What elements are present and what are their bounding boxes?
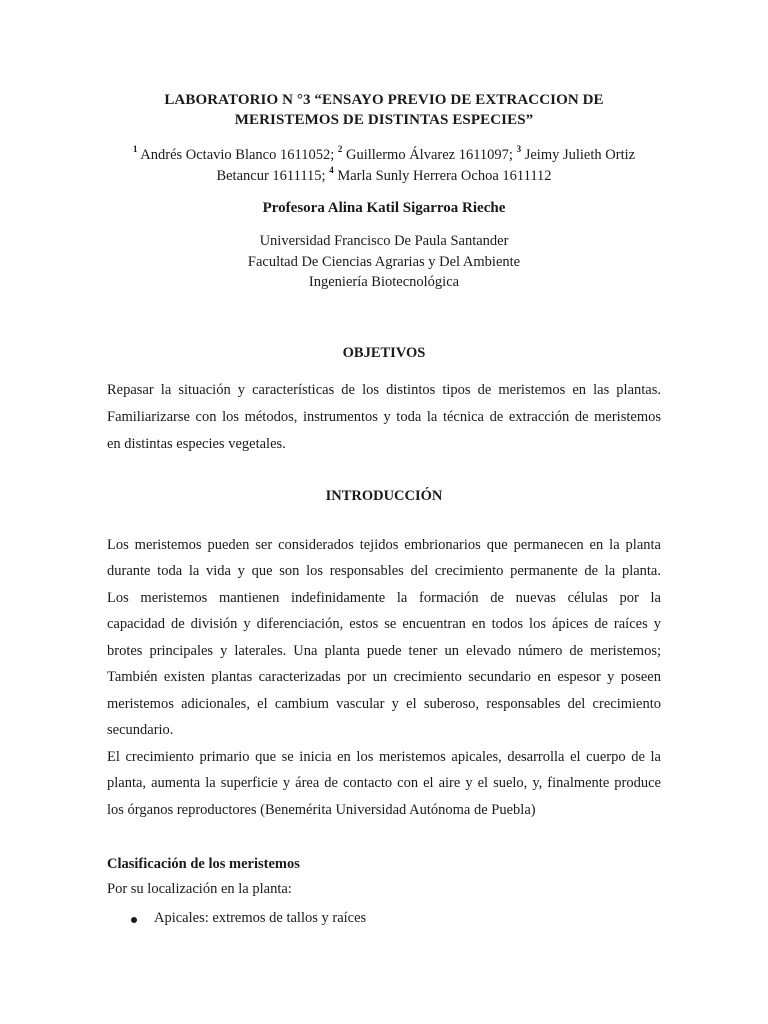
authors-line-2 xyxy=(0,166,768,185)
introduccion-line: También existen plantas caracterizadas por un crecimiento secundario en espesor y poseen xyxy=(107,669,661,685)
introduccion-line: meristemos adicionales, el cambium vascular y el suberoso, responsables del crecimiento xyxy=(107,696,661,712)
objetivos-line: en distintas especies vegetales. xyxy=(107,436,286,452)
author-name: Marla Sunly Herrera Ochoa 1611112 xyxy=(333,167,552,184)
authors-line-1 xyxy=(0,145,768,164)
program-name: Ingeniería Biotecnológica xyxy=(308,274,460,290)
introduccion-line: El crecimiento primario que se inicia en los meristemos apicales, desarrolla el cuerpo de la xyxy=(107,749,661,765)
author-name: Andrés Octavio Blanco 1611052; xyxy=(137,146,338,163)
clasificacion-heading: Clasificación de los meristemos xyxy=(107,856,300,872)
introduccion-line: durante toda la vida y que son los responsables del crecimiento permanente de la planta. xyxy=(107,563,661,579)
author-number: 3 xyxy=(516,144,522,154)
clasificacion-bullet-item: Apicales: extremos de tallos y raíces xyxy=(154,910,367,926)
author-name: Guillermo Álvarez 1611097; xyxy=(342,146,517,163)
document-title-line-2: MERISTEMOS DE DISTINTAS ESPECIES” xyxy=(234,112,534,128)
document-title-line-1: LABORATORIO N °3 “ENSAYO PREVIO DE EXTRACCION DE xyxy=(164,92,604,108)
author-name: Jeimy Julieth Ortiz xyxy=(521,146,636,163)
introduccion-line: brotes principales y laterales. Una planta puede tener un elevado número de meristemos; xyxy=(107,643,661,659)
introduccion-line: los órganos reproductores (Benemérita Universidad Autónoma de Puebla) xyxy=(107,802,536,818)
bullet-icon xyxy=(131,917,137,923)
introduccion-line: planta, aumenta la superficie y área de contacto con el aire y el suelo, y, finalmente produce xyxy=(107,775,661,791)
objetivos-line: Repasar la situación y características de los distintos tipos de meristemos en las plantas. xyxy=(107,382,661,398)
introduccion-heading: INTRODUCCIÓN xyxy=(325,488,443,504)
clasificacion-intro: Por su localización en la planta: xyxy=(107,881,292,897)
faculty-name: Facultad De Ciencias Agrarias y Del Ambiente xyxy=(247,254,521,270)
author-number: 2 xyxy=(337,144,343,154)
introduccion-line: Los meristemos mantienen indefinidamente la formación de nuevas células por la xyxy=(107,590,661,606)
objetivos-heading: OBJETIVOS xyxy=(342,345,426,361)
author-name: Betancur 1611115; xyxy=(216,167,330,184)
introduccion-line: Los meristemos pueden ser considerados tejidos embrionarios que permanecen en la planta xyxy=(107,537,661,553)
author-number: 4 xyxy=(329,165,334,175)
introduccion-line: secundario. xyxy=(107,722,174,738)
objetivos-line: Familiarizarse con los métodos, instrumentos y toda la técnica de extracción de meristemos xyxy=(107,409,661,425)
author-number: 1 xyxy=(132,144,138,154)
introduccion-line: capacidad de división y diferenciación, estos se encuentran en todos los ápices de raíces y xyxy=(107,616,661,632)
university-name: Universidad Francisco De Paula Santander xyxy=(259,233,509,249)
professor-name: Profesora Alina Katil Sigarroa Rieche xyxy=(262,200,506,216)
